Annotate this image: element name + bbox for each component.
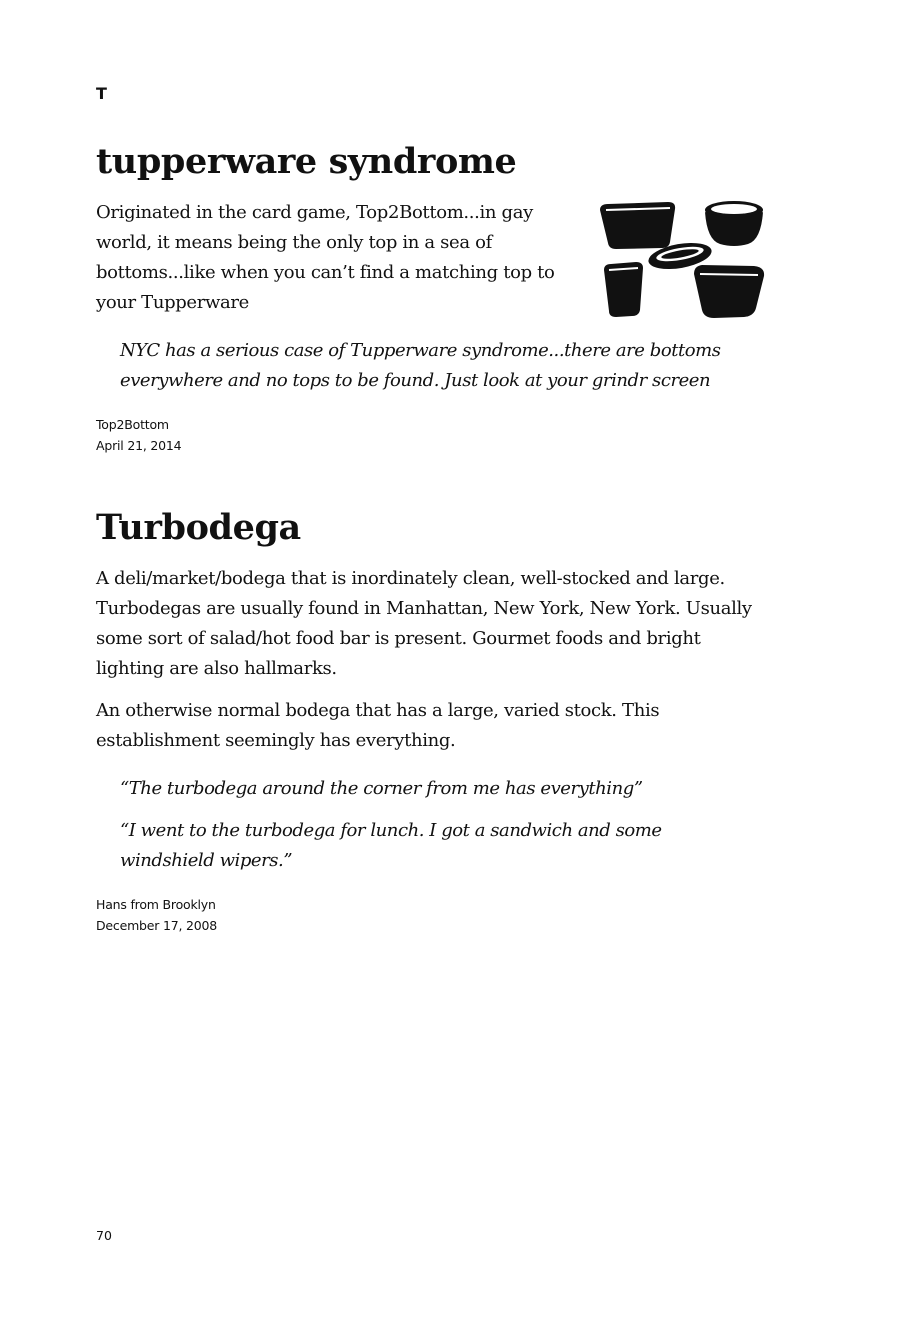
entry-example: “The turbodega around the corner from me has everything” [120,778,643,799]
entry-date: December 17, 2008 [96,918,218,933]
entry-attribution [96,894,217,936]
tupperware-containers-icon [594,196,770,320]
page-number: 70 [96,1228,112,1243]
entry-term: tupperware syndrome [96,141,517,182]
entry-term: Turbodega [96,507,301,548]
entry-author: Hans from Brooklyn [96,897,216,912]
entry-definition: A deli/market/bodega that is inordinately clean, well-stocked and large. Turbodegas are usually found in Manhattan, New York, New York. Usually some sort of salad/hot food bar is present. Gourmet foods and bright lighting are also hallmarks. [96,568,752,679]
entry-date: April 21, 2014 [96,438,182,453]
entry-definition: An otherwise normal bodega that has a large, varied stock. This establishment seemingly has everything. [96,700,660,751]
entry-author: Top2Bottom [96,417,169,432]
entry-example: “I went to the turbodega for lunch. I got a sandwich and some windshield wipers.” [120,820,662,871]
entry-definition: Originated in the card game, Top2Bottom...in gay world, it means being the only top in a sea of bottoms...like when you can’t find a matching top to your Tupperware [96,202,555,313]
section-letter: T [96,84,107,103]
entry-attribution [96,414,181,456]
entry-example: NYC has a serious case of Tupperware syndrome...there are bottoms everywhere and no tops to be found. Just look at your grindr screen [120,340,721,391]
